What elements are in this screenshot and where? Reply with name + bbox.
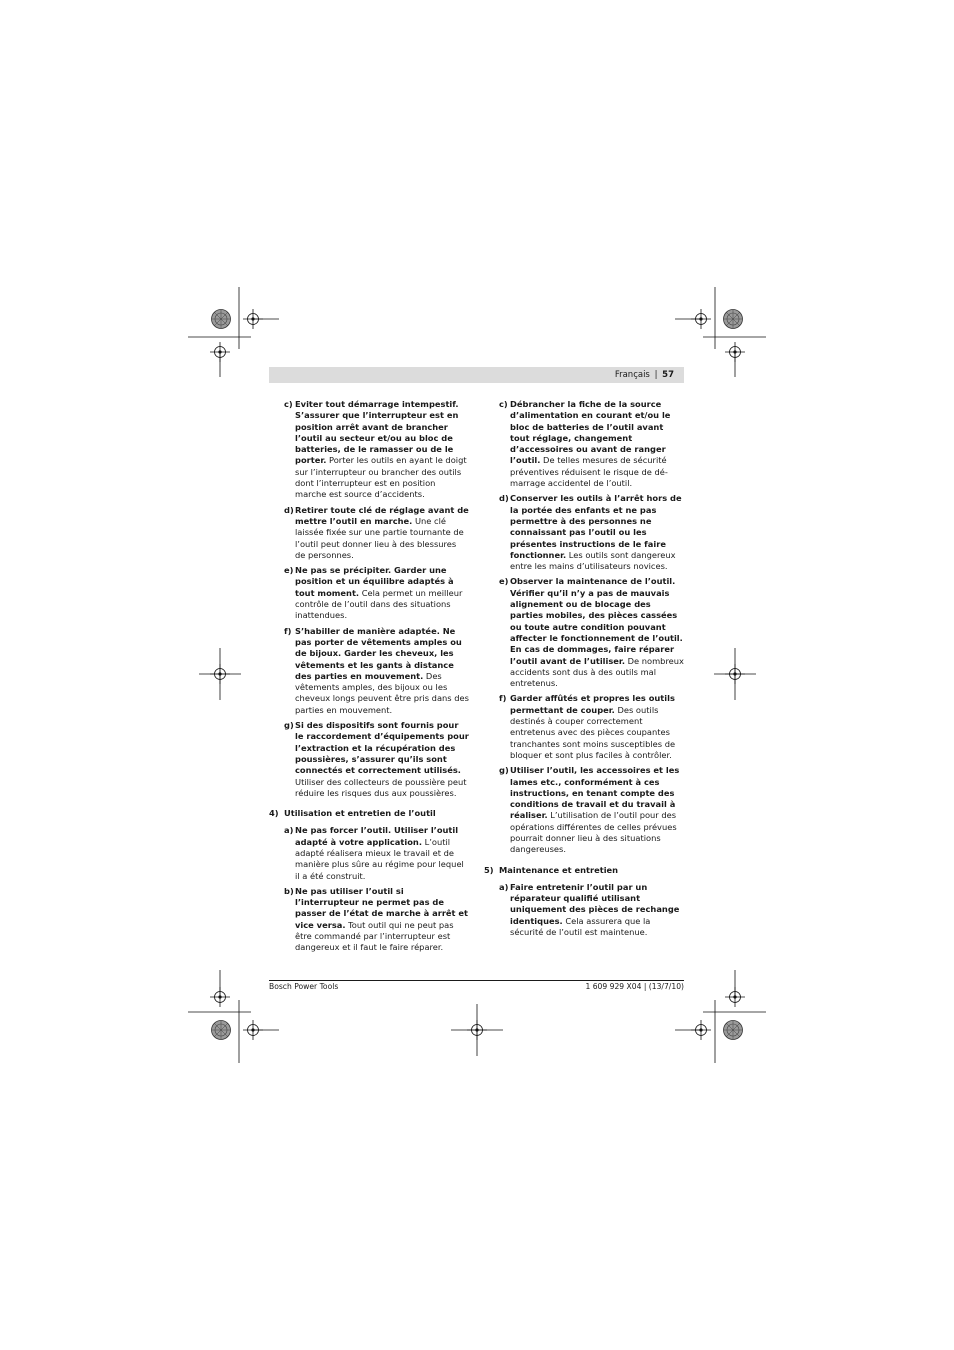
item-text: De telles mesures de sécurité préventives réduisent le risque de démarrage accidentel de l’outil. [510, 455, 668, 489]
item-label: g) [284, 720, 294, 731]
item-text: Cela assurera que la sécurité de l’outil est maintenue. [510, 915, 651, 938]
item-bold-text: Utiliser l’outil, les accessoires et les lames etc., conformément à ces instructions, en tenant compte des conditions de travail et du travail à réaliser. [510, 765, 680, 821]
list-item [269, 720, 469, 799]
item-label: d) [284, 504, 294, 515]
item-label: f) [284, 625, 292, 636]
left-items-4 [269, 825, 469, 953]
list-item [484, 399, 684, 489]
item-label: a) [284, 825, 294, 836]
header-text [615, 369, 674, 381]
crop-mark-bottom-left [188, 970, 279, 1063]
crop-mark-top-left [188, 287, 279, 377]
item-bold-text: Ne pas se précipiter. Garder une position et un équilibre adaptés à tout moment. [295, 565, 454, 598]
section-4-title: Utilisation et entretien de l’outil [284, 808, 436, 819]
left-column [269, 399, 469, 958]
page-number: 57 [662, 370, 674, 380]
item-bold-text: Garder affûtés et propres les outils permettant de couper. [510, 693, 675, 715]
list-item [269, 886, 469, 954]
item-text: L’outil adapté réalisera mieux le travail et de manière plus sûre au régime pour lequel il a été construit. [295, 836, 464, 881]
footer-brand: Bosch Power Tools [269, 982, 339, 991]
list-item [484, 576, 684, 689]
list-item [484, 493, 684, 572]
item-bold-text: Ne pas forcer l’outil. Utiliser l’outil adapté à votre application. [295, 825, 459, 847]
item-bold-text: Observer la maintenance de l’outil. Vérifier qu’il n’y a pas de mauvais alignement ou de blocage des parties mobiles, des pièces cassées ou toute autre condition pouvant affecter le fonctionnement de l’outil. En cas de dommages, faire réparer l’outil avant de l’utiliser. [510, 576, 683, 666]
item-label: a) [499, 881, 509, 892]
item-label: f) [499, 693, 507, 704]
section-5-heading [484, 865, 684, 876]
item-text: L’utilisation de l’outil pour des opérations différentes de celles prévues pourrait donner lieu à des situations dangereuses. [510, 810, 677, 855]
item-label: e) [284, 565, 294, 576]
item-bold-text: Eviter tout démarrage intempestif. S’assurer que l’interrupteur est en position arrêt avant de brancher l’outil au secteur et/ou au bloc de batteries, de le ramasser ou de le porter. [295, 399, 459, 466]
header-language: Français [614, 370, 650, 380]
section-5-title: Maintenance et entretien [499, 864, 619, 875]
list-item [269, 626, 469, 716]
footer-rule [269, 980, 684, 981]
item-bold-text: Faire entretenir l’outil par un réparateur qualifié utilisant uniquement des pièces de rechange identiques. [510, 881, 680, 926]
crop-mark-bottom-right [675, 970, 766, 1063]
list-item [269, 565, 469, 621]
footer-doc-number: 1 609 929 X04 | (13/7/10) [585, 982, 684, 991]
crop-mark-top-right [675, 287, 766, 377]
item-text: Cela permet un meilleur contrôle de l’outil dans des situations inattendues. [295, 587, 463, 621]
right-items-4 [484, 399, 684, 856]
list-item [484, 882, 684, 938]
list-item [269, 399, 469, 501]
item-bold-text: Si des dispositifs sont fournis pour le raccordement d’équipements pour l’extraction et la récupération des poussières, s’assurer qu’ils sont connectés et correctement utilisés. [295, 720, 469, 776]
list-item [484, 693, 684, 761]
item-bold-text: Débrancher la fiche de la source d’alimentation en courant et/ou le bloc de batteries de l’outil avant tout réglage, changement d’accessoires ou avant de ranger l’outil. [510, 399, 671, 466]
section-4-number: 4) [269, 808, 279, 819]
item-bold-text: Ne pas utiliser l’outil si l’interrupteur ne permet pas de passer de l’état de marche à arrêt et vice versa. [295, 885, 468, 930]
list-item [269, 505, 469, 561]
item-text: Une clé laissée fixée sur une partie tournante de l’outil peut donner lieu à des blessures de personnes. [295, 515, 464, 560]
list-item [484, 765, 684, 855]
item-bold-text: S’habiller de manière adaptée. Ne pas porter de vêtements amples ou de bijoux. Garder les cheveux, les vêtements et les gants à distance des parties en mouvement. [295, 625, 462, 681]
item-text: Des vêtements amples, des bijoux ou les cheveux longs peuvent être pris dans des parties en mouvement. [295, 670, 469, 715]
right-column [484, 399, 684, 942]
item-text: Utiliser des collecteurs de poussière peut réduire les risques dus aux poussières. [295, 776, 467, 798]
item-label: c) [284, 399, 293, 409]
item-label: c) [499, 399, 508, 409]
item-bold-text: Retirer toute clé de réglage avant de mettre l’outil en marche. [295, 504, 469, 526]
item-text: De nombreux accidents sont dus à des outils mal entretenus. [510, 655, 684, 689]
section-4-heading [269, 808, 469, 819]
item-label: e) [499, 576, 509, 587]
item-text: Les outils sont dangereux entre les mains d’utilisateurs novices. [510, 549, 676, 572]
section-5-number: 5) [484, 864, 494, 875]
item-label: b) [284, 885, 294, 896]
item-text: Des outils destinés à couper correctement entretenus avec des pièces coupantes tranchantes sont moins susceptibles de bloquer et sont plus faciles à contrôler. [510, 704, 676, 760]
item-label: d) [499, 493, 509, 504]
item-text: Porter les outils en ayant le doigt sur l’interrupteur ou brancher des outils dont l’interrupteur est en position marche est source d’accidents. [295, 455, 467, 500]
item-text: Tout outil qui ne peut pas être commandé par l’interrupteur est dangereux et il faut le faire réparer. [295, 919, 454, 953]
left-items-top [269, 399, 469, 799]
list-item [269, 825, 469, 881]
item-label: g) [499, 765, 509, 776]
header-separator: | [654, 370, 658, 380]
page-header [269, 367, 684, 383]
right-items-5 [484, 882, 684, 938]
item-bold-text: Conserver les outils à l’arrêt hors de la portée des enfants et ne pas permettre à des personnes ne connaissant pas l’outil ou les présentes instructions de le faire fonctionner. [510, 493, 682, 560]
